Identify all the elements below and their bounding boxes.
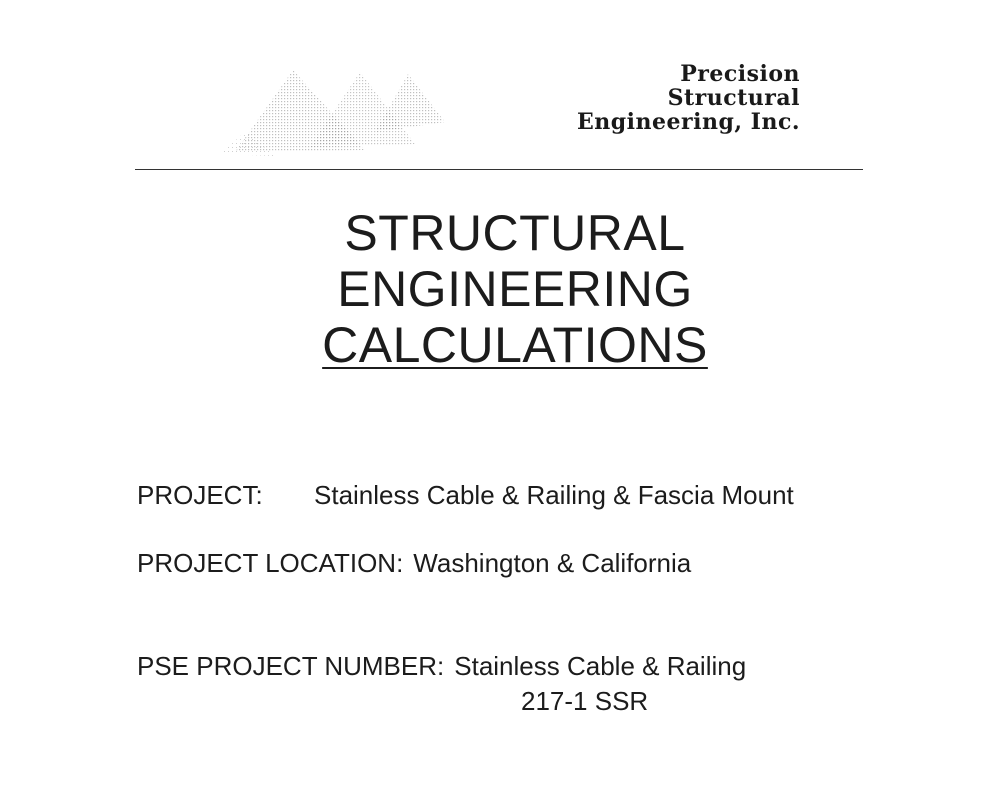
project-value: Stainless Cable & Railing & Fascia Mount xyxy=(314,480,794,510)
title-line2: ENGINEERING xyxy=(337,261,693,317)
title-line3: CALCULATIONS xyxy=(322,317,708,373)
project-label: PROJECT: xyxy=(137,480,263,510)
project-number-field xyxy=(137,651,746,682)
company-name-line1: Precision xyxy=(680,61,800,87)
location-label: PROJECT LOCATION: xyxy=(137,548,404,578)
project-number-value-line1: Stainless Cable & Railing xyxy=(454,651,747,681)
company-name-line3: Engineering, Inc. xyxy=(577,109,800,135)
company-name-line2: Structural xyxy=(667,85,800,111)
document-title xyxy=(0,205,1000,373)
project-number-label: PSE PROJECT NUMBER: xyxy=(137,651,445,681)
header-divider xyxy=(135,169,863,170)
project-number-value-line2: 217-1 SSR xyxy=(521,686,649,716)
project-field xyxy=(137,480,794,511)
title-line1: STRUCTURAL xyxy=(344,205,686,261)
location-field xyxy=(137,548,691,579)
location-value: Washington & California xyxy=(413,548,692,578)
pyramids-logo-icon xyxy=(215,62,455,157)
company-name xyxy=(500,62,800,134)
